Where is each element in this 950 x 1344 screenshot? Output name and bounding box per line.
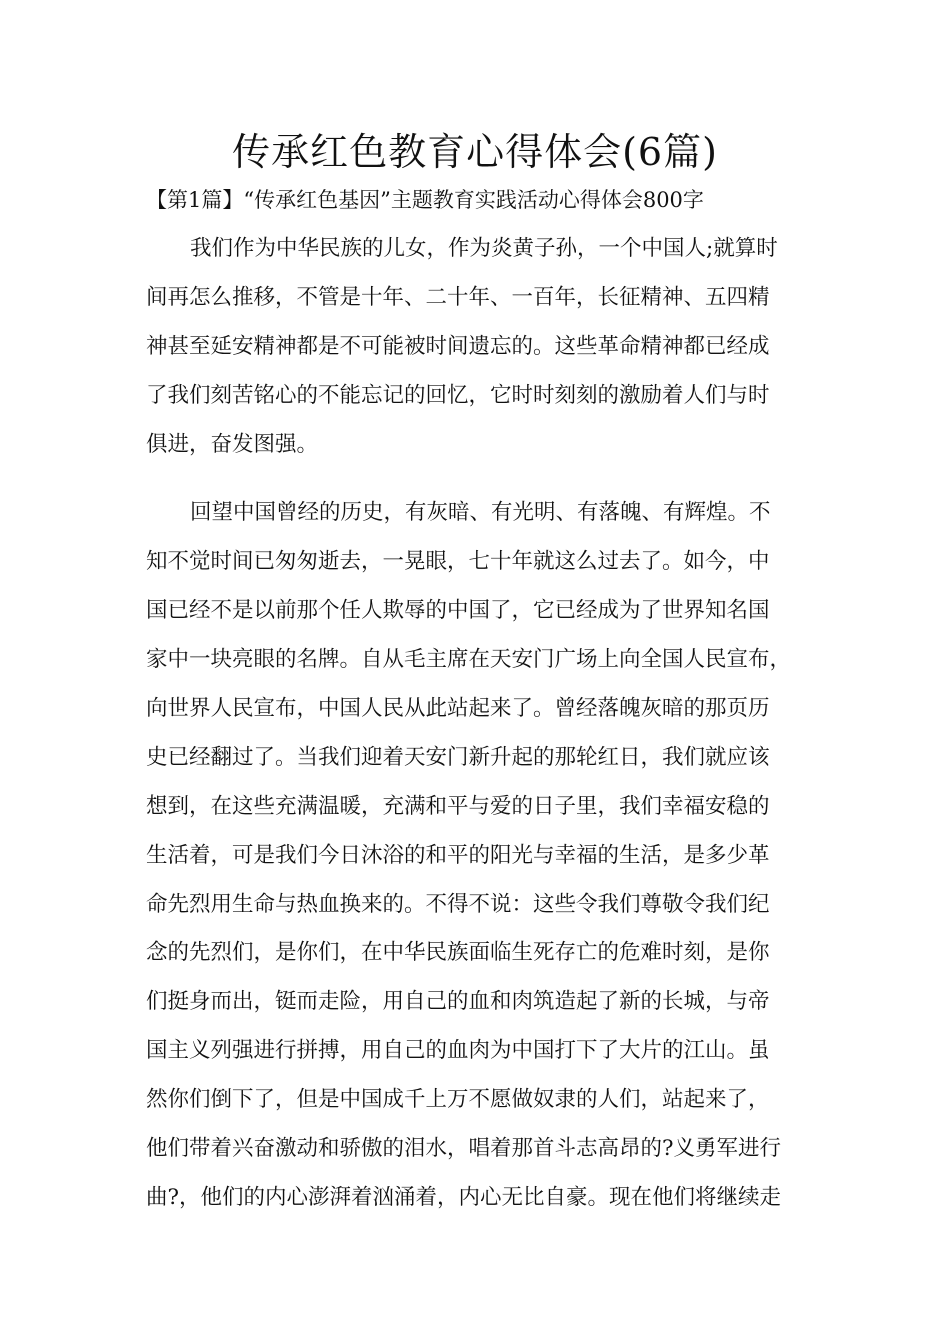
- text-line: 国已经不是以前那个任人欺辱的中国了，它已经成为了世界知名国: [146, 598, 770, 624]
- text-line: 史已经翻过了。当我们迎着天安门新升起的那轮红日，我们就应该: [146, 744, 770, 770]
- text-line: 家中一块亮眼的名牌。自从毛主席在天安门广场上向全国人民宣布，: [146, 647, 792, 673]
- text-line: 曲?，他们的内心澎湃着汹涌着，内心无比自豪。现在他们将继续走: [146, 1184, 782, 1210]
- text-line: 生活着，可是我们今日沐浴的和平的阳光与幸福的生活，是多少革: [146, 842, 770, 868]
- paragraph: [146, 489, 816, 1222]
- text-line: 神甚至延安精神都是不可能被时间遗忘的。这些革命精神都已经成: [146, 333, 770, 359]
- text-line: 间再怎么推移，不管是十年、二十年、一百年，长征精神、五四精: [146, 284, 770, 310]
- text-line: 俱进，奋发图强。: [146, 431, 319, 457]
- text-line: 知不觉时间已匆匆逝去，一晃眼，七十年就这么过去了。如今，中: [146, 549, 770, 575]
- document-body: [146, 225, 816, 1223]
- text-line: 想到，在这些充满温暖，充满和平与爱的日子里，我们幸福安稳的: [146, 793, 770, 819]
- document-title: 传承红色教育心得体会(6篇): [232, 130, 718, 174]
- text-line: 国主义列强进行拼搏，用自己的血肉为中国打下了大片的江山。虽: [146, 1038, 770, 1064]
- paragraph-spacer: [146, 469, 816, 489]
- text-line: 命先烈用生命与热血换来的。不得不说：这些令我们尊敬令我们纪: [146, 891, 770, 917]
- text-line: 向世界人民宣布，中国人民从此站起来了。曾经落魄灰暗的那页历: [146, 696, 770, 722]
- text-line: 念的先烈们，是你们，在中华民族面临生死存亡的危难时刻，是你: [146, 940, 770, 966]
- text-line: 我们作为中华民族的儿女，作为炎黄子孙，一个中国人;就算时: [190, 236, 778, 261]
- section-heading: 【第1篇】“传承红色基因”主题教育实践活动心得体会800字: [146, 188, 704, 212]
- text-line: 了我们刻苦铭心的不能忘记的回忆，它时时刻刻的激励着人们与时: [146, 382, 770, 408]
- paragraph: [146, 225, 816, 469]
- text-line: 然你们倒下了，但是中国成千上万不愿做奴隶的人们，站起来了，: [146, 1087, 770, 1113]
- text-line: 他们带着兴奋激动和骄傲的泪水，唱着那首斗志高昂的?义勇军进行: [146, 1136, 782, 1162]
- text-line: 们挺身而出，铤而走险，用自己的血和肉筑造起了新的长城，与帝: [146, 989, 770, 1015]
- text-line: 回望中国曾经的历史，有灰暗、有光明、有落魄、有辉煌。不: [190, 500, 771, 526]
